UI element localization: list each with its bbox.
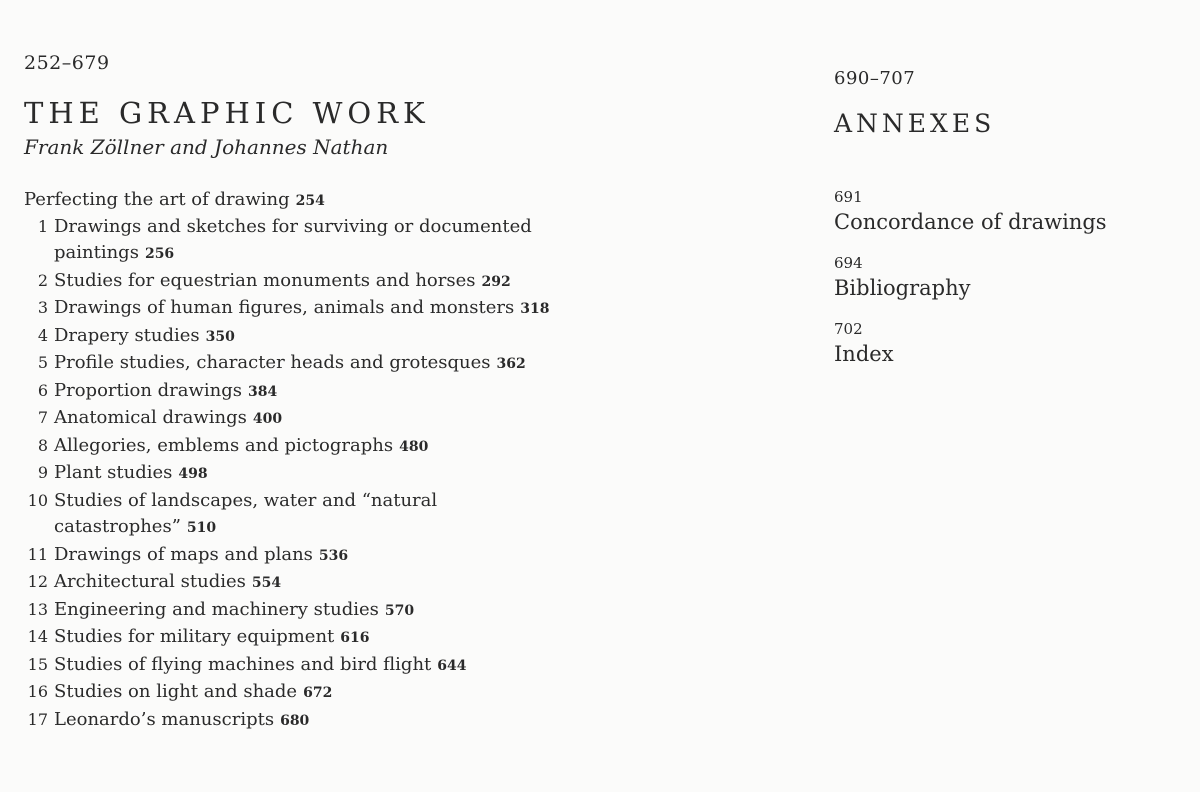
chapter-title-line [54,433,564,461]
toc-entry-annex[interactable] [834,254,1174,300]
chapter-page: 510 [186,520,217,537]
chapter-title: Studies on light and shade [54,681,298,703]
chapter-title: Leonardo’s manuscripts [54,708,275,730]
chapter-page: 680 [280,712,310,729]
section-heading: THE GRAPHIC WORK [24,96,430,130]
chapter-list [24,214,564,735]
chapter-title-line [54,679,564,707]
chapter-page: 672 [303,685,333,702]
toc-entry-chapter[interactable] [24,433,564,461]
annexes-heading: ANNEXES [834,109,996,138]
toc-entry-chapter[interactable] [24,707,564,735]
chapter-title-line [54,542,564,570]
annex-title: Concordance of drawings [834,210,1107,234]
chapter-page: 536 [318,547,349,564]
chapter-title-line [54,214,564,268]
chapter-title-line [54,405,564,433]
chapter-title-line [54,652,564,680]
chapter-number: 17 [27,709,48,729]
annex-list [834,188,1174,366]
chapter-number: 2 [37,270,48,290]
toc-entry-chapter[interactable] [24,652,564,680]
chapter-title: Studies for military equipment [54,626,335,648]
chapter-page: 570 [384,602,415,619]
chapter-number: 14 [27,627,48,647]
toc-entry-chapter[interactable] [24,597,564,625]
chapter-title-line [54,569,564,597]
chapter-title: Drawings and sketches for surviving or documented paintings [54,215,532,264]
toc-entry-chapter[interactable] [24,214,564,268]
chapter-title-line [54,624,564,652]
toc-entry-chapter[interactable] [24,542,564,570]
chapter-number: 1 [37,216,48,236]
chapter-title: Anatomical drawings [54,407,247,429]
chapter-page: 554 [251,575,282,592]
toc-entry-chapter[interactable] [24,323,564,351]
chapter-title-line [54,707,564,735]
chapter-title: Drapery studies [54,324,200,346]
chapter-title: Drawings of human figures, animals and monsters [54,297,515,319]
chapter-number: 5 [37,353,48,373]
chapter-title-line [54,295,564,323]
chapter-title: Proportion drawings [54,379,243,401]
toc-entry-chapter[interactable] [24,569,564,597]
annex-title: Index [834,342,894,366]
toc-entry-chapter[interactable] [24,488,564,542]
chapter-title: Engineering and machinery studies [54,598,379,620]
chapter-number: 4 [37,325,48,345]
annexes-page-range: 690–707 [834,68,916,89]
chapter-page: 616 [340,630,370,647]
annex-page: 694 [834,254,863,272]
chapter-title-line [54,323,564,351]
section-authors: Frank Zöllner and Johannes Nathan [24,134,389,159]
section-page-range: 252–679 [24,52,110,74]
chapter-page: 292 [481,273,511,290]
chapter-title: Studies for equestrian monuments and horses [54,269,476,291]
annex-page: 691 [834,188,863,206]
annex-page: 702 [834,320,863,338]
chapter-page: 362 [496,356,526,373]
annexes-section [834,68,1174,386]
chapter-number: 8 [37,435,48,455]
toc-entry-chapter[interactable] [24,460,564,488]
chapter-page: 384 [248,383,278,400]
toc-entry-intro[interactable] [24,187,564,214]
graphic-work-section [24,52,564,734]
toc-entry-chapter[interactable] [24,624,564,652]
chapter-title: Plant studies [54,462,173,484]
toc-entry-chapter[interactable] [24,378,564,406]
toc-entry-title: Perfecting the art of drawing [24,188,290,210]
toc-entry-annex[interactable] [834,320,1174,366]
chapter-title-line [54,488,564,542]
chapter-page: 400 [252,411,283,428]
annex-title: Bibliography [834,276,971,300]
chapter-page: 256 [144,246,175,263]
chapter-number: 15 [27,654,48,674]
chapter-number: 11 [27,544,48,564]
toc-entry-chapter[interactable] [24,405,564,433]
toc-entry-annex[interactable] [834,188,1174,234]
chapter-title: Profile studies, character heads and grotesques [54,352,491,374]
chapter-title-line [54,460,564,488]
chapter-title-line [54,268,564,296]
chapter-page: 498 [178,466,208,483]
chapter-number: 12 [27,572,48,592]
chapter-page: 644 [437,657,467,674]
chapter-number: 3 [37,298,48,318]
chapter-title: Studies of flying machines and bird flight [54,653,432,675]
chapter-number: 6 [37,380,48,400]
toc-entry-chapter[interactable] [24,679,564,707]
chapter-title-line [54,350,564,378]
chapter-title: Studies of landscapes, water and “natural catastrophes” [54,489,438,538]
chapter-number: 9 [37,463,48,483]
chapter-number: 10 [27,490,48,510]
chapter-title-line [54,597,564,625]
chapter-page: 318 [520,301,550,318]
chapter-title: Allegories, emblems and pictographs [54,434,394,456]
chapter-title: Drawings of maps and plans [54,543,313,565]
toc-entry-page: 254 [295,192,325,209]
toc-entry-chapter[interactable] [24,350,564,378]
chapter-number: 13 [27,599,48,619]
chapter-page: 480 [399,438,429,455]
toc-entry-chapter[interactable] [24,268,564,296]
toc-entry-chapter[interactable] [24,295,564,323]
chapter-page: 350 [205,328,235,345]
chapter-title-line [54,378,564,406]
chapter-number: 7 [37,408,48,428]
chapter-title: Architectural studies [54,571,246,593]
chapter-number: 16 [27,682,48,702]
